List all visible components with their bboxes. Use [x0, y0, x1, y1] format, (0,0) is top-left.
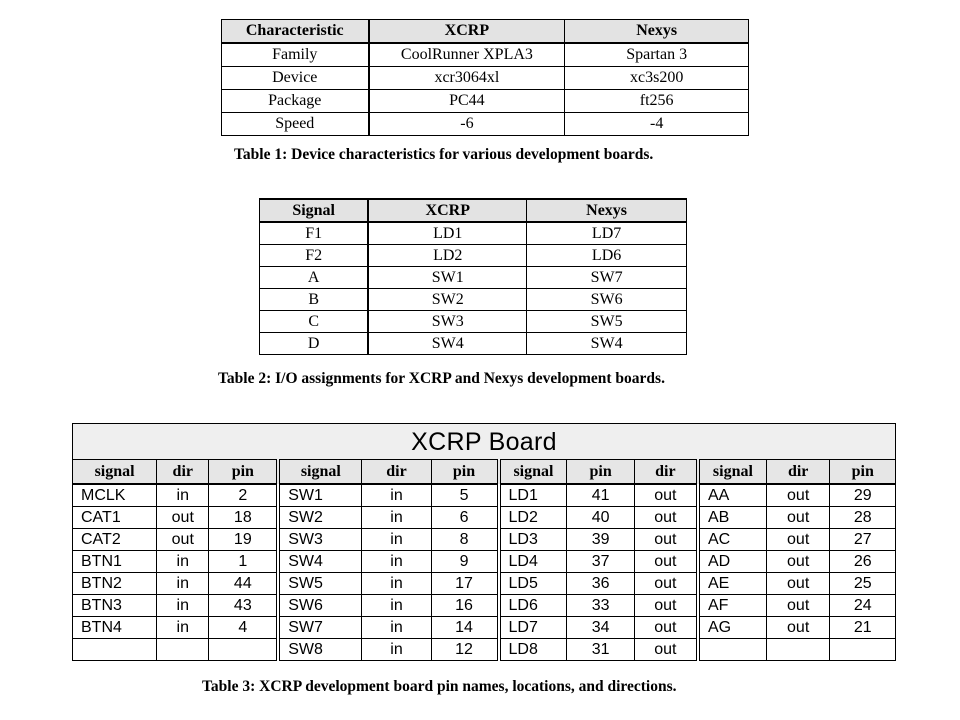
table-cell: SW3 [278, 529, 362, 551]
table-header-row [222, 20, 749, 44]
table-cell: LD2 [499, 507, 567, 529]
header-cell: XCRP [368, 199, 526, 222]
table-cell: 34 [567, 617, 634, 639]
table-row [73, 484, 896, 507]
table-cell: Speed [222, 113, 369, 136]
table-cell: 37 [567, 551, 634, 573]
table-cell: SW2 [368, 289, 526, 311]
table-cell: SW5 [527, 311, 687, 333]
table-cell: out [766, 507, 830, 529]
table-cell: 19 [209, 529, 278, 551]
table-cell: out [634, 595, 698, 617]
table-cell: BTN2 [73, 573, 157, 595]
table-cell [766, 639, 830, 661]
device-characteristics-table [221, 19, 749, 136]
table-cell: SW1 [278, 484, 362, 507]
table-cell: F2 [260, 245, 369, 267]
table-cell: out [634, 529, 698, 551]
table-cell: out [634, 484, 698, 507]
header-cell: XCRP [369, 20, 565, 44]
table-cell: out [766, 617, 830, 639]
table-cell: 36 [567, 573, 634, 595]
table-cell: -6 [369, 113, 565, 136]
table-row [73, 639, 896, 661]
table-cell: in [157, 617, 209, 639]
table-cell: LD2 [368, 245, 526, 267]
table-cell: LD5 [499, 573, 567, 595]
table-cell: AG [698, 617, 766, 639]
table-cell: out [766, 573, 830, 595]
table-cell: SW6 [527, 289, 687, 311]
table-cell [73, 639, 157, 661]
table-cell: C [260, 311, 369, 333]
table-cell: SW4 [278, 551, 362, 573]
table-cell: MCLK [73, 484, 157, 507]
header-cell: dir [157, 460, 209, 485]
table-row [222, 90, 749, 113]
table-cell: 14 [431, 617, 498, 639]
table-2-caption: Table 2: I/O assignments for XCRP and Nexys development boards. [218, 370, 665, 387]
table-cell: AF [698, 595, 766, 617]
table-cell: BTN3 [73, 595, 157, 617]
table-cell: out [634, 551, 698, 573]
pin-table-body [73, 484, 896, 661]
table-cell: out [634, 617, 698, 639]
table-cell: in [362, 573, 431, 595]
table-cell: 28 [830, 507, 896, 529]
table-cell: 18 [209, 507, 278, 529]
table-cell: Family [222, 43, 369, 67]
table-cell: SW4 [527, 333, 687, 355]
table-cell: 44 [209, 573, 278, 595]
table-cell: CAT1 [73, 507, 157, 529]
table-3-caption: Table 3: XCRP development board pin names, locations, and directions. [202, 678, 677, 695]
table-cell: in [362, 507, 431, 529]
table-cell: 26 [830, 551, 896, 573]
table-row [260, 222, 687, 245]
table-cell: AA [698, 484, 766, 507]
table-cell: A [260, 267, 369, 289]
header-cell: signal [499, 460, 567, 485]
table-cell: B [260, 289, 369, 311]
table-cell: LD7 [527, 222, 687, 245]
header-cell: signal [698, 460, 766, 485]
table-cell: PC44 [369, 90, 565, 113]
table-row [73, 529, 896, 551]
header-cell: dir [634, 460, 698, 485]
table-row [73, 573, 896, 595]
table-cell: -4 [565, 113, 749, 136]
table-cell: in [157, 573, 209, 595]
table-cell: SW5 [278, 573, 362, 595]
table-cell [157, 639, 209, 661]
table-cell: xcr3064xl [369, 67, 565, 90]
header-cell: Nexys [565, 20, 749, 44]
table-cell: 12 [431, 639, 498, 661]
table-row [222, 67, 749, 90]
table-cell: out [634, 507, 698, 529]
header-cell: dir [362, 460, 431, 485]
table-cell: SW6 [278, 595, 362, 617]
table-cell: in [157, 484, 209, 507]
header-cell: signal [73, 460, 157, 485]
table-cell: 43 [209, 595, 278, 617]
table-cell: D [260, 333, 369, 355]
table-row [222, 43, 749, 67]
table-cell: SW4 [368, 333, 526, 355]
table-cell: 33 [567, 595, 634, 617]
table-cell: 5 [431, 484, 498, 507]
io-assignments-table [259, 198, 687, 355]
table-cell: in [362, 595, 431, 617]
table-cell: 17 [431, 573, 498, 595]
table-cell: F1 [260, 222, 369, 245]
table-cell: SW7 [527, 267, 687, 289]
xcrp-board-pin-table [72, 423, 896, 661]
table-cell: 1 [209, 551, 278, 573]
table-header-row [73, 460, 896, 485]
table-title-row [73, 424, 896, 460]
header-cell: dir [766, 460, 830, 485]
table-row [73, 595, 896, 617]
header-cell: Nexys [527, 199, 687, 222]
table-cell: out [766, 529, 830, 551]
table-cell [698, 639, 766, 661]
table-cell: AC [698, 529, 766, 551]
table-cell: AB [698, 507, 766, 529]
table-cell: 40 [567, 507, 634, 529]
table-cell: 27 [830, 529, 896, 551]
header-cell: Signal [260, 199, 369, 222]
table-cell: 29 [830, 484, 896, 507]
table-cell: 39 [567, 529, 634, 551]
table-row [222, 113, 749, 136]
table-cell: out [157, 507, 209, 529]
table-cell: SW7 [278, 617, 362, 639]
table-cell: LD6 [499, 595, 567, 617]
table-cell: in [362, 639, 431, 661]
table-cell: 4 [209, 617, 278, 639]
header-cell: signal [278, 460, 362, 485]
table-cell: ft256 [565, 90, 749, 113]
table-cell: BTN1 [73, 551, 157, 573]
table-cell: 6 [431, 507, 498, 529]
table-cell: Spartan 3 [565, 43, 749, 67]
table-row [73, 617, 896, 639]
table-cell: in [362, 551, 431, 573]
table-cell: in [362, 617, 431, 639]
table-row [260, 245, 687, 267]
table-cell: LD8 [499, 639, 567, 661]
table-cell: SW8 [278, 639, 362, 661]
table-row [260, 267, 687, 289]
table-cell: SW2 [278, 507, 362, 529]
table-cell: 41 [567, 484, 634, 507]
table-cell: BTN4 [73, 617, 157, 639]
table-cell: LD4 [499, 551, 567, 573]
table-cell: CAT2 [73, 529, 157, 551]
table-cell: xc3s200 [565, 67, 749, 90]
table-cell: 25 [830, 573, 896, 595]
table-row [260, 333, 687, 355]
table-cell: 21 [830, 617, 896, 639]
table-cell: LD1 [368, 222, 526, 245]
table-cell: in [362, 484, 431, 507]
table-cell: LD3 [499, 529, 567, 551]
table-cell: SW3 [368, 311, 526, 333]
table-cell: 16 [431, 595, 498, 617]
table-row [260, 311, 687, 333]
table-cell: Device [222, 67, 369, 90]
table-cell: 9 [431, 551, 498, 573]
table-cell [830, 639, 896, 661]
table-cell: out [766, 484, 830, 507]
table-cell: LD7 [499, 617, 567, 639]
table-cell: in [157, 595, 209, 617]
table-1-caption: Table 1: Device characteristics for various development boards. [234, 146, 654, 163]
table-cell: 31 [567, 639, 634, 661]
table-cell: out [766, 551, 830, 573]
table-cell: out [157, 529, 209, 551]
table-cell: 24 [830, 595, 896, 617]
table-cell: 2 [209, 484, 278, 507]
table-cell: AE [698, 573, 766, 595]
table-cell: 8 [431, 529, 498, 551]
header-cell: pin [567, 460, 634, 485]
table-cell: in [157, 551, 209, 573]
table-cell: out [634, 573, 698, 595]
table-cell: LD1 [499, 484, 567, 507]
header-cell: pin [431, 460, 498, 485]
header-cell: pin [830, 460, 896, 485]
header-cell: Characteristic [222, 20, 369, 44]
table-row [73, 551, 896, 573]
table-cell: LD6 [527, 245, 687, 267]
table-cell: out [766, 595, 830, 617]
table-cell: SW1 [368, 267, 526, 289]
table-cell: in [362, 529, 431, 551]
board-title: XCRP Board [73, 424, 896, 460]
table-header-row [260, 199, 687, 222]
table-cell: Package [222, 90, 369, 113]
table-row [260, 289, 687, 311]
table-cell: out [634, 639, 698, 661]
table-cell [209, 639, 278, 661]
header-cell: pin [209, 460, 278, 485]
table-row [73, 507, 896, 529]
table-cell: AD [698, 551, 766, 573]
table-cell: CoolRunner XPLA3 [369, 43, 565, 67]
